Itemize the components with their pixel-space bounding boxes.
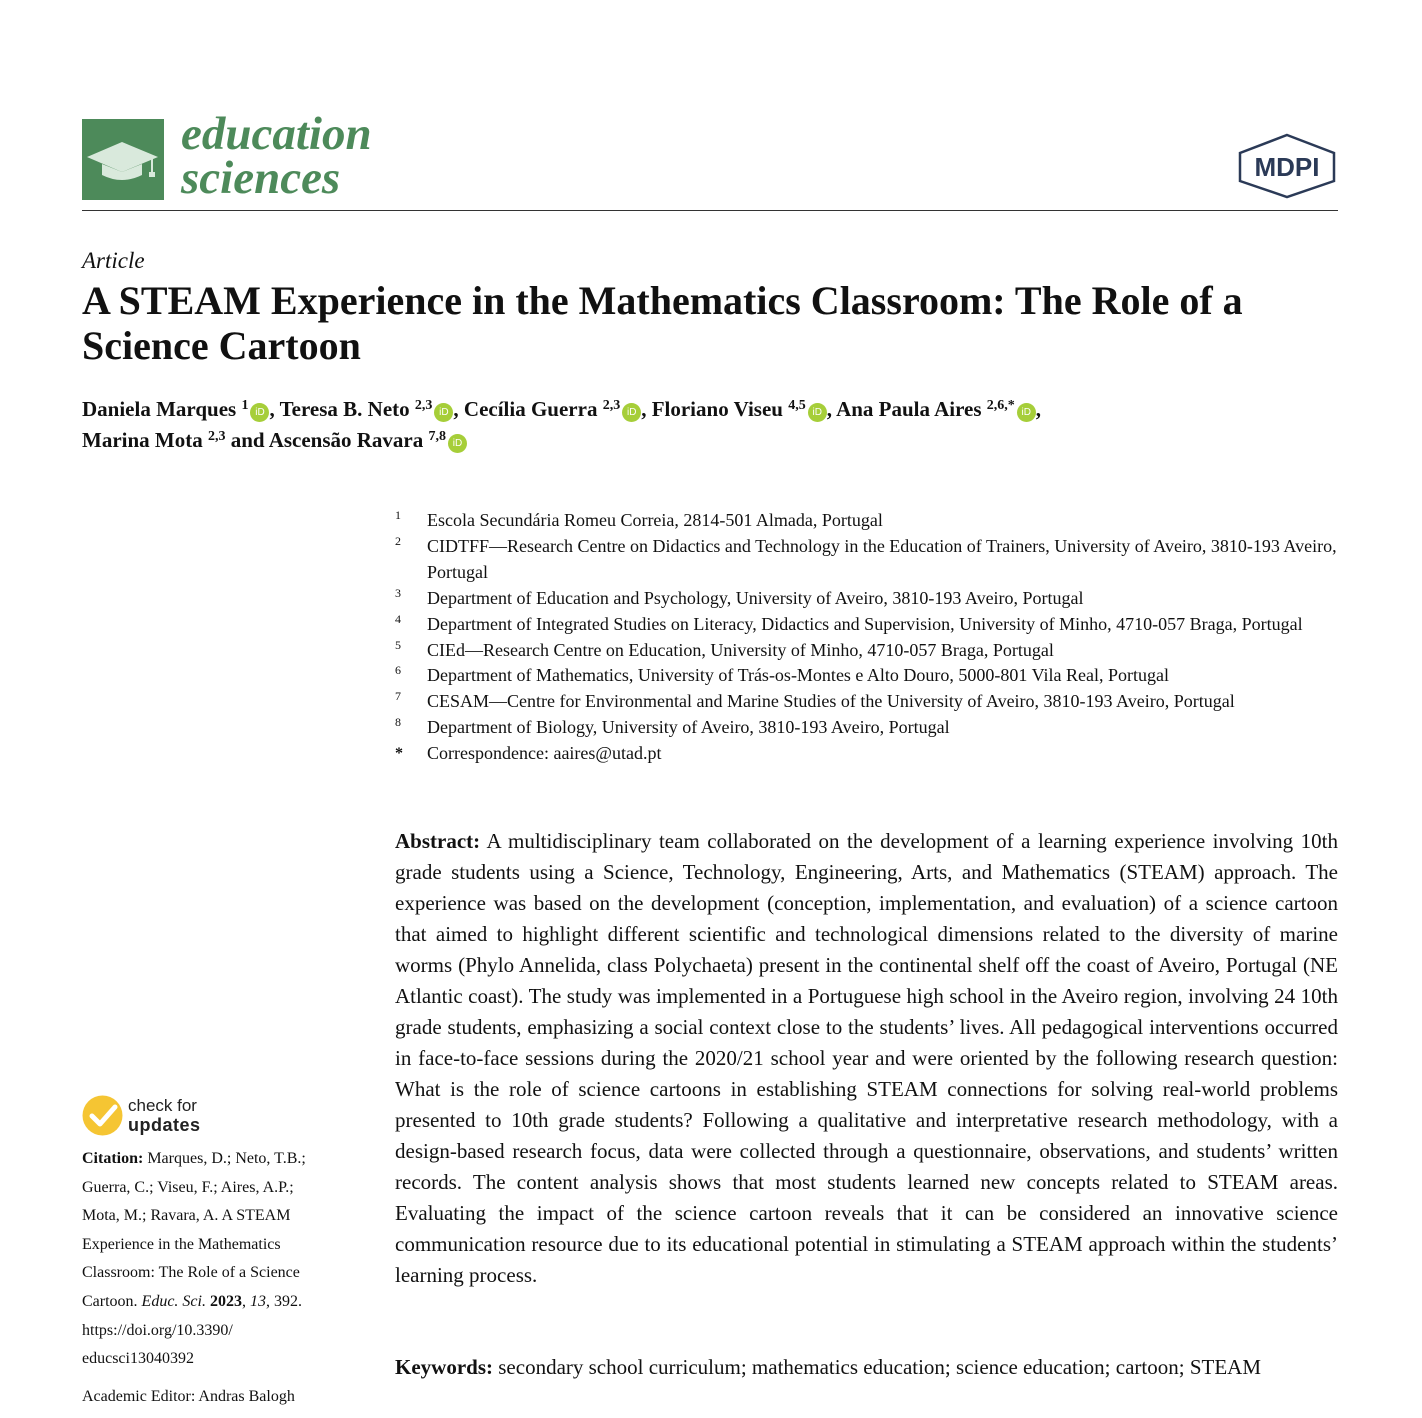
citation-doi-link[interactable]: https://doi.org/10.3390/ <box>82 1321 233 1339</box>
academic-editor: Academic Editor: Andras Balogh <box>82 1388 295 1405</box>
orcid-icon[interactable]: iD <box>250 403 269 422</box>
author-affiliation: 2,6,* <box>986 398 1015 413</box>
affiliation-item <box>395 715 1345 741</box>
citation-journal: Educ. Sci. <box>141 1292 206 1310</box>
correspondence-text[interactable]: Correspondence: aaires@utad.pt <box>427 743 662 764</box>
affiliation-list <box>395 508 1345 767</box>
author-affiliation: 4,5 <box>788 398 806 413</box>
citation-doi-link[interactable]: educsci13040392 <box>82 1350 194 1368</box>
citation-line: Cartoon. <box>82 1292 138 1310</box>
affiliation-item <box>395 638 1345 664</box>
header-divider <box>82 210 1338 211</box>
graduation-cap-icon <box>82 119 164 200</box>
author-affiliation: 7,8 <box>428 429 447 444</box>
journal-name-line1: education <box>181 108 372 160</box>
affiliation-number: 6 <box>395 663 401 678</box>
journal-name-line2: sciences <box>181 152 341 204</box>
citation-line: Marques, D.; Neto, T.B.; <box>147 1150 306 1167</box>
correspondence-marker: * <box>395 745 403 763</box>
authors-connector: and <box>230 428 265 452</box>
affiliation-text: CESAM—Centre for Environmental and Marine Studies of the University of Aveiro, 3810-193 Aveiro, Portugal <box>427 691 1235 712</box>
affiliation-text: Escola Secundária Romeu Correia, 2814-501 Almada, Portugal <box>427 510 883 530</box>
keywords <box>395 1352 1338 1383</box>
affiliation-text: Department of Mathematics, University of Trás-os-Montes e Alto Douro, 5000-801 Vila Real, Portugal <box>427 665 1169 686</box>
citation-line: Mota, M.; Ravara, A. A STEAM <box>82 1207 291 1225</box>
author-name[interactable]: Cecília Guerra <box>463 397 598 421</box>
affiliation-number: 2 <box>395 533 401 548</box>
author-name[interactable]: Ana Paula Aires <box>836 397 982 421</box>
author-list: Daniela Marques $^1$ iD , Teresa B. Neto $^{2,3}$ iD , Cecília Guerra $^{2,3}$ iD , Floriano Viseu $^{4,5}$ iD , Ana Paula Aires $^{2,6,*}$ iD , Marina Mota $^{2,3}$ and Ascensão Ravara $^{7,8}$ iD <box>82 397 1042 452</box>
affiliation-text: Department of Education and Psychology, University of Aveiro, 3810-193 Aveiro, Portugal <box>427 587 1084 608</box>
affiliation-number: 8 <box>395 715 401 730</box>
affiliation-number: 1 <box>395 508 401 522</box>
article-type: Article <box>82 248 145 273</box>
orcid-icon[interactable]: iD <box>448 434 467 453</box>
author-affiliation: 2,3 <box>602 398 621 413</box>
check-for-updates-line1: check for <box>128 1096 197 1115</box>
abstract-text: A multidisciplinary team collaborated on the development of a learning experience involving 10th grade students using a Science, Technology, Engineering, Arts, and Mathematics (STEAM) approach. The experience was based on the development (conception, implementation, and evaluation) of a science cartoon that aimed to highlight different scientific and technological dimensions related to the diversity of marine worms (Phylo Annelida, class Polychaeta) present in the continental shelf off the coast of Aveiro, Portugal (NE Atlantic coast). The study was implemented in a Portuguese high school in the Aveiro region, involving 24 10th grade students, emphasizing a social context close to the students’ lives. All pedagogical interventions occurred in face-to-face sessions during the 2020/21 school year and were oriented by the following research question: What is the role of science cartoons in establishing STEAM connections for solving real-world problems presented to 10th grade students? Following a qualitative and interpretative research methodology, with a design-based research focus, data were collected through a questionnaire, observations, and students’ written records. The content analysis shows that most students learned new concepts related to STEAM areas. Evaluating the impact of the science cartoon reveals that it can be considered an innovative science communication resource due to its educational potential in stimulating a STEAM approach within the students’ learning process. <box>395 829 1339 1287</box>
affiliation-item <box>395 689 1345 715</box>
affiliation-text: Department of Biology, University of Aveiro, 3810-193 Aveiro, Portugal <box>427 717 950 738</box>
author-affiliation: 2,3 <box>414 398 433 413</box>
article-title: A STEAM Experience in the Mathematics Classroom: The Role of a Science Cartoon <box>82 278 1243 368</box>
citation-line: Guerra, C.; Viseu, F.; Aires, A.P.; <box>82 1178 294 1196</box>
journal-name <box>181 108 372 204</box>
author-name[interactable]: Floriano Viseu <box>651 397 783 421</box>
author-affiliation: 1 <box>241 398 249 413</box>
author-name[interactable]: Marina Mota <box>82 428 203 452</box>
affiliation-item <box>395 534 1345 586</box>
affiliation-number: 7 <box>395 689 401 704</box>
affiliation-text: Department of Integrated Studies on Literacy, Didactics and Supervision, University of Minho, 4710-057 Braga, Portugal <box>427 613 1303 634</box>
abstract-label: Abstract: <box>395 829 481 853</box>
affiliation-item <box>395 612 1345 638</box>
orcid-icon[interactable]: iD <box>808 403 827 422</box>
publisher-name: MDPI <box>1254 152 1320 182</box>
affiliation-text: CIEd—Research Centre on Education, University of Minho, 4710-057 Braga, Portugal <box>427 639 1054 660</box>
citation-block: Citation: Marques, D.; Neto, T.B.; Guerra, C.; Viseu, F.; Aires, A.P.; Mota, M.; Ravara, A. A STEAM Experience in the Mathematics Classroom: The Role of a Science Cartoon. Educ. Sci. 2023, 13, 392. https://doi.org/10.3390/ educsci13040392 <box>82 1145 344 1374</box>
publisher-logo <box>1236 133 1338 199</box>
orcid-icon[interactable]: iD <box>434 403 453 422</box>
author-name[interactable]: Teresa B. Neto <box>279 397 410 421</box>
affiliation-number: 5 <box>395 637 401 652</box>
citation-line: Experience in the Mathematics <box>82 1235 281 1253</box>
affiliation-text: CIDTFF—Research Centre on Didactics and Technology in the Education of Trainers, University of Aveiro, 3810-193 Aveiro, Portugal <box>427 535 1337 582</box>
author-name[interactable]: Daniela Marques <box>82 397 237 421</box>
check-for-updates-icon[interactable] <box>82 1095 123 1136</box>
affiliation-number: 4 <box>395 611 401 626</box>
affiliation-item <box>395 586 1345 612</box>
correspondence-item <box>395 741 1345 767</box>
author-name[interactable]: Ascensão Ravara <box>268 428 424 452</box>
author-affiliation: 2,3 <box>207 429 226 444</box>
orcid-icon[interactable]: iD <box>622 403 641 422</box>
citation-label: Citation: <box>82 1150 144 1167</box>
keywords-label: Keywords: <box>395 1355 493 1379</box>
affiliation-item <box>395 663 1345 689</box>
orcid-icon[interactable]: iD <box>1017 403 1036 422</box>
check-for-updates-line2: updates <box>128 1115 201 1135</box>
check-for-updates-button[interactable] <box>128 1097 201 1135</box>
abstract <box>395 826 1338 1291</box>
affiliation-number: 3 <box>395 585 401 600</box>
citation-volume: 13 <box>249 1292 266 1310</box>
journal-logo <box>82 119 164 200</box>
citation-line: Classroom: The Role of a Science <box>82 1264 300 1282</box>
citation-pages: , 392. <box>265 1292 302 1310</box>
citation-year: 2023 <box>209 1292 242 1310</box>
keywords-text: secondary school curriculum; mathematics education; science education; cartoon; STEAM <box>498 1355 1261 1379</box>
affiliation-item <box>395 508 1345 534</box>
